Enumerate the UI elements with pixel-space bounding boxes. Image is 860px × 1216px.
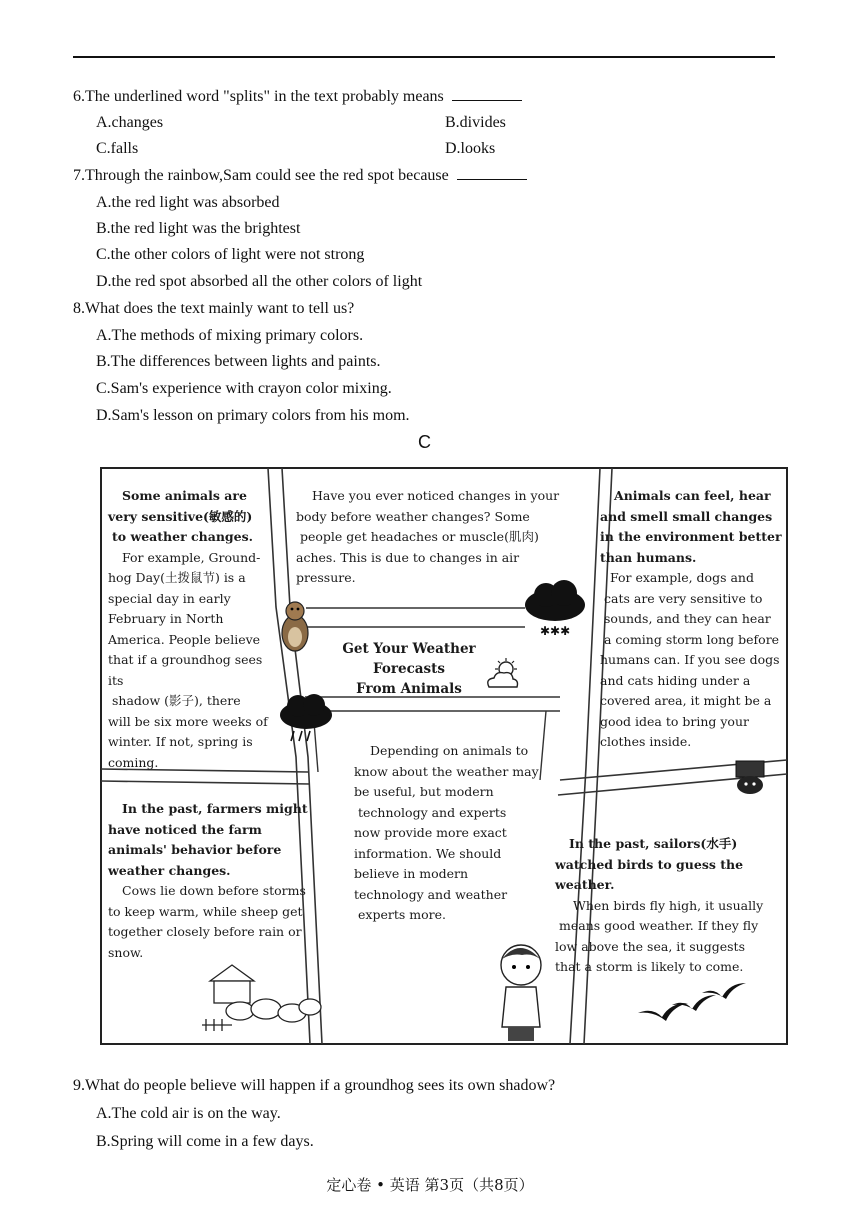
- question-7: [73, 165, 527, 186]
- panel-lead: watched birds to guess the: [555, 856, 744, 872]
- panel-text: hog Day(土拨鼠节) is a: [108, 570, 246, 585]
- panel-text: Depending on animals to: [370, 743, 529, 758]
- q8-option-a: A.The methods of mixing primary colors.: [96, 327, 364, 344]
- panel-text: covered area, it might be a: [600, 693, 772, 708]
- panel-lead: In the past, farmers might: [122, 801, 308, 816]
- panel-text: together closely before rain or: [108, 924, 302, 939]
- panel-lead: than humans.: [600, 549, 697, 565]
- panel-text: snow.: [108, 944, 144, 960]
- panel-text: that a storm is likely to come.: [555, 959, 744, 974]
- panel-lead: animals' behavior before: [108, 842, 282, 857]
- panel-lead: have noticed the farm: [108, 821, 262, 837]
- storm-cloud-icon: [522, 579, 588, 641]
- q6-option-c: C.falls: [96, 140, 139, 157]
- panel-text: aches. This is due to changes in air: [296, 549, 520, 565]
- page-footer: 定心卷 • 英语 第3页（共8页）: [326, 1176, 534, 1194]
- panel-lead: In the past, sailors(水手): [569, 836, 738, 851]
- panel-text: winter. If not, spring is: [108, 734, 253, 749]
- answer-blank: [452, 86, 522, 101]
- panel-text: information. We should: [354, 845, 502, 861]
- panel-text: Have you ever noticed changes in your: [312, 488, 560, 503]
- panel-text: a coming storm long before: [604, 631, 780, 647]
- panel-text: experts more.: [358, 907, 446, 922]
- panel-top-right: [600, 486, 786, 753]
- panel-text: cats are very sensitive to: [604, 590, 763, 606]
- groundhog-icon: [276, 597, 314, 653]
- panel-text: that if a groundhog sees its: [108, 652, 263, 688]
- poster-title-line: From Animals: [356, 681, 462, 697]
- top-rule: [73, 56, 775, 58]
- panel-lead: Some animals are: [122, 488, 247, 503]
- q7-option-b: B.the red light was the brightest: [96, 220, 301, 237]
- panel-text: and cats hiding under a: [600, 672, 751, 688]
- q7-option-c: C.the other colors of light were not strong: [96, 246, 365, 263]
- answer-blank: [457, 165, 527, 180]
- q6-option-a: A.changes: [96, 114, 164, 131]
- panel-text: special day in early: [108, 590, 231, 606]
- panel-lead: and smell small changes: [600, 508, 773, 524]
- panel-text: America. People believe: [108, 631, 261, 647]
- panel-text: good idea to bring your: [600, 713, 749, 729]
- panel-center: [354, 741, 554, 926]
- panel-text: now provide more exact: [354, 825, 507, 840]
- section-label: C: [418, 432, 431, 452]
- q8-option-c: C.Sam's experience with crayon color mixing.: [96, 380, 392, 397]
- question-6-stem: 6.The underlined word "splits" in the text probably means: [73, 88, 444, 105]
- panel-text: know about the weather may: [354, 763, 539, 779]
- panel-text: humans can. If you see dogs: [600, 652, 780, 667]
- svg-text:✱✱✱: ✱✱✱: [540, 624, 571, 638]
- question-7-stem: 7.Through the rainbow,Sam could see the red spot because: [73, 167, 449, 184]
- panel-lead: weather changes.: [108, 862, 231, 878]
- panel-top-middle: [296, 486, 596, 589]
- panel-text: be useful, but modern: [354, 784, 494, 799]
- panel-text: low above the sea, it suggests: [555, 938, 745, 954]
- q9-option-b: B.Spring will come in a few days.: [96, 1133, 314, 1150]
- panel-text: shadow (影子), there: [112, 693, 241, 708]
- pet-hiding-icon: [732, 759, 772, 797]
- thinking-boy-icon: [492, 941, 550, 1043]
- q7-option-d: D.the red spot absorbed all the other colors of light: [96, 273, 423, 290]
- panel-top-left: [108, 486, 278, 773]
- panel-text: For example, dogs and: [610, 570, 754, 585]
- panel-text: technology and weather: [354, 886, 508, 902]
- q8-option-d: D.Sam's lesson on primary colors from his mom.: [96, 407, 410, 424]
- panel-lead: to weather changes.: [112, 529, 253, 544]
- panel-bottom-right: [555, 834, 785, 978]
- q8-option-b: B.The differences between lights and paints.: [96, 353, 381, 370]
- question-6: [73, 86, 522, 107]
- panel-text: pressure.: [296, 570, 356, 585]
- panel-text: means good weather. If they fly: [559, 918, 759, 933]
- panel-lead: in the environment better: [600, 529, 782, 544]
- panel-text: body before weather changes? Some: [296, 508, 530, 524]
- panel-text: will be six more weeks of: [108, 713, 268, 729]
- panel-text: When birds fly high, it usually: [573, 897, 764, 913]
- sun-cloud-icon: [484, 657, 520, 691]
- q6-option-d: D.looks: [445, 140, 496, 157]
- panel-text: to keep warm, while sheep get: [108, 903, 303, 919]
- flying-birds-icon: [632, 979, 762, 1039]
- q9-option-a: A.The cold air is on the way.: [96, 1105, 281, 1122]
- farm-animals-icon: [200, 959, 324, 1037]
- poster-title-line: Get Your Weather: [342, 641, 476, 657]
- panel-lead: weather.: [555, 877, 615, 892]
- panel-lead: Animals can feel, hear: [614, 488, 771, 503]
- panel-lead: very sensitive(敏感的): [108, 508, 253, 524]
- panel-text: sounds, and they can hear: [604, 611, 771, 626]
- poster-title-line: Forecasts: [373, 661, 445, 677]
- panel-text: Cows lie down before storms: [122, 883, 306, 898]
- panel-text: believe in modern: [354, 866, 469, 881]
- panel-text: technology and experts: [358, 804, 507, 820]
- panel-text: people get headaches or muscle(肌肉): [300, 529, 539, 544]
- panel-bottom-left: [108, 799, 318, 963]
- q6-option-b: B.divides: [445, 114, 506, 131]
- rain-cloud-icon: [278, 693, 334, 745]
- q7-option-a: A.the red light was absorbed: [96, 194, 280, 211]
- panel-text: February in North: [108, 611, 224, 626]
- poster-title: [334, 639, 484, 699]
- panel-text: clothes inside.: [600, 734, 692, 749]
- weather-poster: [100, 467, 788, 1045]
- panel-text: For example, Ground-: [122, 549, 261, 565]
- question-8-stem: 8.What does the text mainly want to tell us?: [73, 300, 355, 317]
- question-9-stem: 9.What do people believe will happen if a groundhog sees its own shadow?: [73, 1077, 556, 1094]
- panel-text: coming.: [108, 754, 159, 770]
